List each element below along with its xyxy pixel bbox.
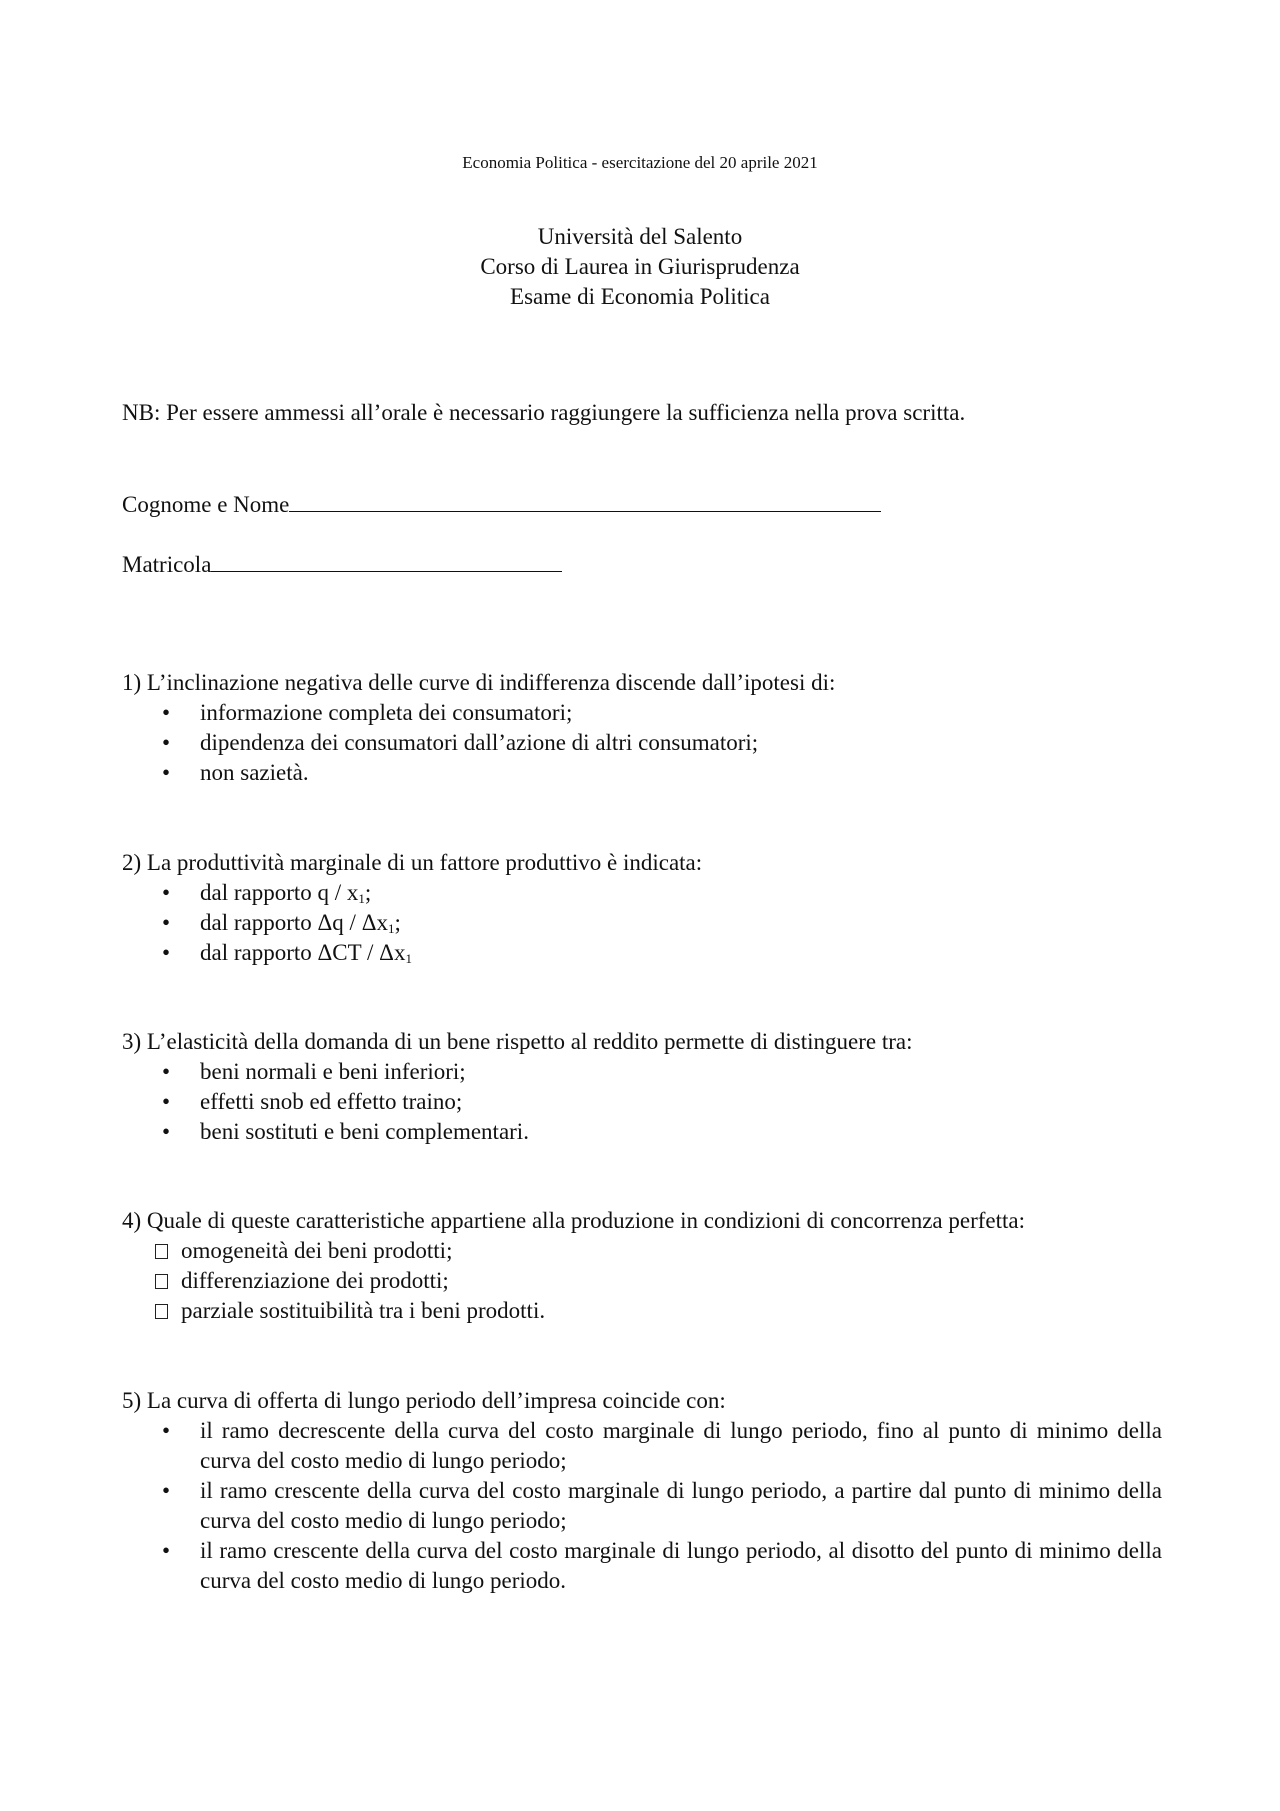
checkbox-icon[interactable] bbox=[155, 1244, 168, 1259]
answer-option[interactable]: • dipendenza dei consumatori dall’azione di altri consumatori; bbox=[122, 728, 1162, 758]
question-text: 5) La curva di offerta di lungo periodo dell’impresa coincide con: bbox=[122, 1388, 726, 1413]
course-title: Corso di Laurea in Giurisprudenza bbox=[480, 254, 800, 279]
bullet-icon: • bbox=[162, 880, 171, 905]
bullet-icon: • bbox=[162, 1538, 171, 1563]
exam-title: Esame di Economia Politica bbox=[510, 284, 770, 309]
answer-option[interactable]: • beni sostituti e beni complementari. bbox=[122, 1117, 1162, 1147]
bullet-icon: • bbox=[162, 1059, 171, 1084]
university-title: Università del Salento bbox=[537, 224, 743, 249]
answer-option[interactable]: • non sazietà. bbox=[122, 758, 1162, 788]
answer-option[interactable]: • informazione completa dei consumatori; bbox=[122, 698, 1162, 728]
name-blank-line[interactable] bbox=[289, 490, 881, 512]
checkbox-icon[interactable] bbox=[155, 1274, 168, 1289]
bullet-icon: • bbox=[162, 1478, 171, 1503]
question-text: 2) La produttività marginale di un fattore produttivo è indicata: bbox=[122, 850, 703, 875]
question-5 bbox=[122, 1386, 1162, 1596]
matricola-field bbox=[122, 550, 562, 578]
question-1 bbox=[122, 668, 1162, 788]
document-header-note: Economia Politica - esercitazione del 20 aprile 2021 bbox=[462, 153, 818, 172]
answer-option[interactable]: • dal rapporto ΔCT / $\Delta x_1$ bbox=[162, 940, 412, 966]
question-4 bbox=[122, 1206, 1162, 1326]
bullet-icon: • bbox=[162, 700, 171, 725]
question-text: 3) L’elasticità della domanda di un bene rispetto al reddito permette di distinguere tra: bbox=[122, 1029, 913, 1054]
answer-option[interactable]: omogeneità dei beni prodotti; bbox=[122, 1236, 1162, 1266]
bullet-icon: • bbox=[162, 1119, 171, 1144]
name-label: Cognome e Nome bbox=[122, 492, 290, 517]
answer-option[interactable]: • il ramo decrescente della curva del costo marginale di lungo periodo, fino al punto di minimo della curva del costo medio di lungo periodo; bbox=[162, 1418, 1162, 1473]
bullet-icon: • bbox=[162, 760, 171, 785]
answer-option[interactable]: • dal rapporto Δq / $\Delta x_1$; bbox=[162, 910, 401, 936]
bullet-icon: • bbox=[162, 1089, 171, 1114]
answer-option[interactable]: parziale sostituibilità tra i beni prodotti. bbox=[122, 1296, 1162, 1326]
checkbox-icon[interactable] bbox=[155, 1304, 168, 1319]
name-field bbox=[122, 490, 881, 518]
answer-option[interactable]: • beni normali e beni inferiori; bbox=[122, 1057, 1162, 1087]
bullet-icon: • bbox=[162, 1418, 171, 1443]
answer-option[interactable]: • il ramo crescente della curva del costo marginale di lungo periodo, a partire dal punto di minimo della curva del costo medio di lungo periodo; bbox=[162, 1478, 1162, 1533]
answer-option[interactable]: • dal rapporto q / $x_1$; bbox=[162, 880, 372, 906]
question-text: 1) L’inclinazione negativa delle curve di indifferenza discende dall’ipotesi di: bbox=[122, 670, 836, 695]
answer-option[interactable]: • effetti snob ed effetto traino; bbox=[122, 1087, 1162, 1117]
title-block bbox=[0, 222, 1280, 312]
bullet-icon: • bbox=[162, 910, 171, 935]
matricola-label: Matricola bbox=[122, 552, 212, 577]
bullet-icon: • bbox=[162, 730, 171, 755]
answer-option[interactable]: differenziazione dei prodotti; bbox=[122, 1266, 1162, 1296]
question-2 bbox=[122, 848, 1162, 968]
matricola-blank-line[interactable] bbox=[211, 550, 562, 572]
answer-option[interactable]: • il ramo crescente della curva del costo marginale di lungo periodo, al disotto del punto di minimo della curva del costo medio di lungo periodo. bbox=[162, 1538, 1162, 1593]
question-text: 4) Quale di queste caratteristiche appartiene alla produzione in condizioni di concorrenza perfetta: bbox=[122, 1208, 1025, 1233]
question-3 bbox=[122, 1027, 1162, 1147]
nb-notice: NB: Per essere ammessi all’orale è necessario raggiungere la sufficienza nella prova scritta. bbox=[122, 400, 966, 425]
bullet-icon: • bbox=[162, 940, 171, 965]
